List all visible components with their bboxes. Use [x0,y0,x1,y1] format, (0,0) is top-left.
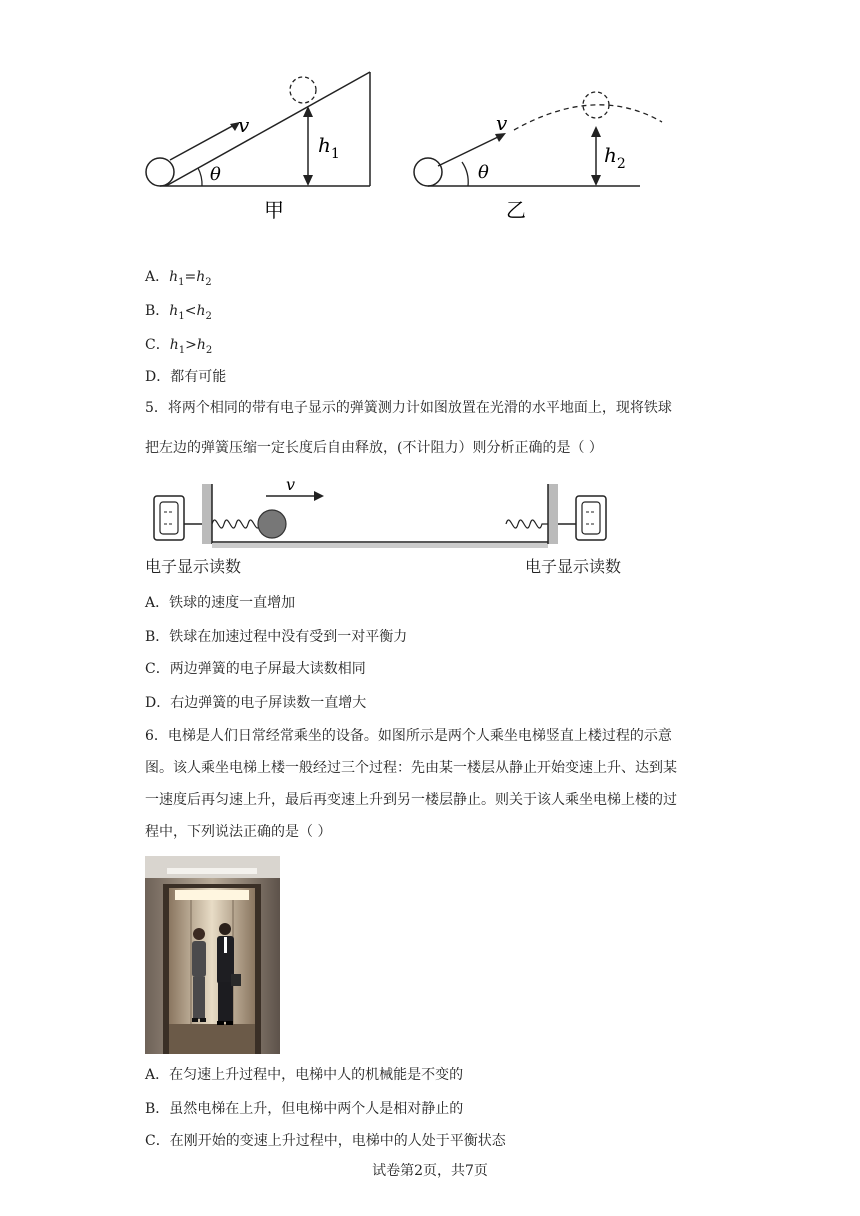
velocity-arrow-jia [170,124,236,160]
right-wall [548,484,558,544]
caption-jia: 甲 [264,198,284,222]
v-label-yi: v [496,111,508,135]
iron-ball [258,510,286,538]
velocity-arrow-yi [438,136,500,166]
elevator-photo [145,856,280,1054]
projectile-figure [140,60,680,225]
q6-line-1: 6．电梯是人们日常经常乘坐的设备。如图所示是两个人乘坐电梯竖直上楼过程的示意 [145,728,672,744]
q5-option-c[interactable]: C．两边弹簧的电子屏最大读数相同 [145,661,366,677]
figure-yi [414,92,662,222]
theta-arc-yi [462,162,468,186]
spring-figure [140,470,620,550]
floor [212,542,548,548]
caption-yi: 乙 [506,198,526,222]
ball-top-jia [290,77,316,103]
theta-arc-jia [198,168,202,186]
q6-option-b[interactable]: B．虽然电梯在上升，但电梯中两个人是相对静止的 [145,1101,464,1117]
h2-label: $h_2$ [604,143,626,172]
theta-label-jia: θ [210,164,221,185]
q5-line-2: 把左边的弹簧压缩一定长度后自由释放，(不计阻力）则分析正确的是（ ） [145,440,603,456]
figure-jia [146,72,370,222]
q4-option-d[interactable]: D．都有可能 [145,369,227,385]
right-display-caption: 电子显示读数 [525,557,622,576]
q6-line-3: 一速度后再匀速上升，最后再变速上升到另一楼层静止。则关于该人乘坐电梯上楼的过 [145,792,677,808]
q6-line-2: 图。该人乘坐电梯上楼一般经过三个过程：先由某一楼层从静止开始变速上升、达到某 [145,760,677,776]
q5-option-d[interactable]: D．右边弹簧的电子屏读数一直增大 [145,695,367,711]
right-spring [506,520,548,528]
theta-label-yi: θ [478,162,489,183]
question-6-stem [145,720,725,848]
ball-jia [146,158,174,186]
q4-option-c[interactable]: C．$h_1>h_2$ [145,337,213,356]
question-5-stem [145,392,725,464]
q5-option-b[interactable]: B．铁球在加速过程中没有受到一对平衡力 [145,629,408,645]
q6-line-4: 程中，下列说法正确的是（ ） [145,824,332,840]
left-spring-meter [154,496,202,540]
q4-option-b[interactable]: B．$h_1<h_2$ [145,303,212,322]
right-spring-meter [558,496,606,540]
trajectory-yi [514,105,662,130]
h1-label: $h_1$ [318,133,340,162]
v-label-q5: v [286,475,296,494]
q5-line-1: 5．将两个相同的带有电子显示的弹簧测力计如图放置在光滑的水平地面上，现将铁球 [145,400,672,416]
q6-option-c[interactable]: C．在刚开始的变速上升过程中，电梯中的人处于平衡状态 [145,1133,506,1149]
v-label-jia: v [238,113,250,137]
ball-top-yi [583,92,609,118]
q5-option-a[interactable]: A．铁球的速度一直增加 [145,595,296,611]
left-display-caption: 电子显示读数 [145,557,242,576]
q6-option-a[interactable]: A．在匀速上升过程中，电梯中人的机械能是不变的 [145,1067,464,1083]
incline-jia [166,72,370,186]
ball-yi [414,158,442,186]
left-wall [202,484,212,544]
page-footer: 试卷第2页，共7页 [372,1163,488,1179]
q4-option-a[interactable]: A．$h_1=h_2$ [145,269,212,288]
